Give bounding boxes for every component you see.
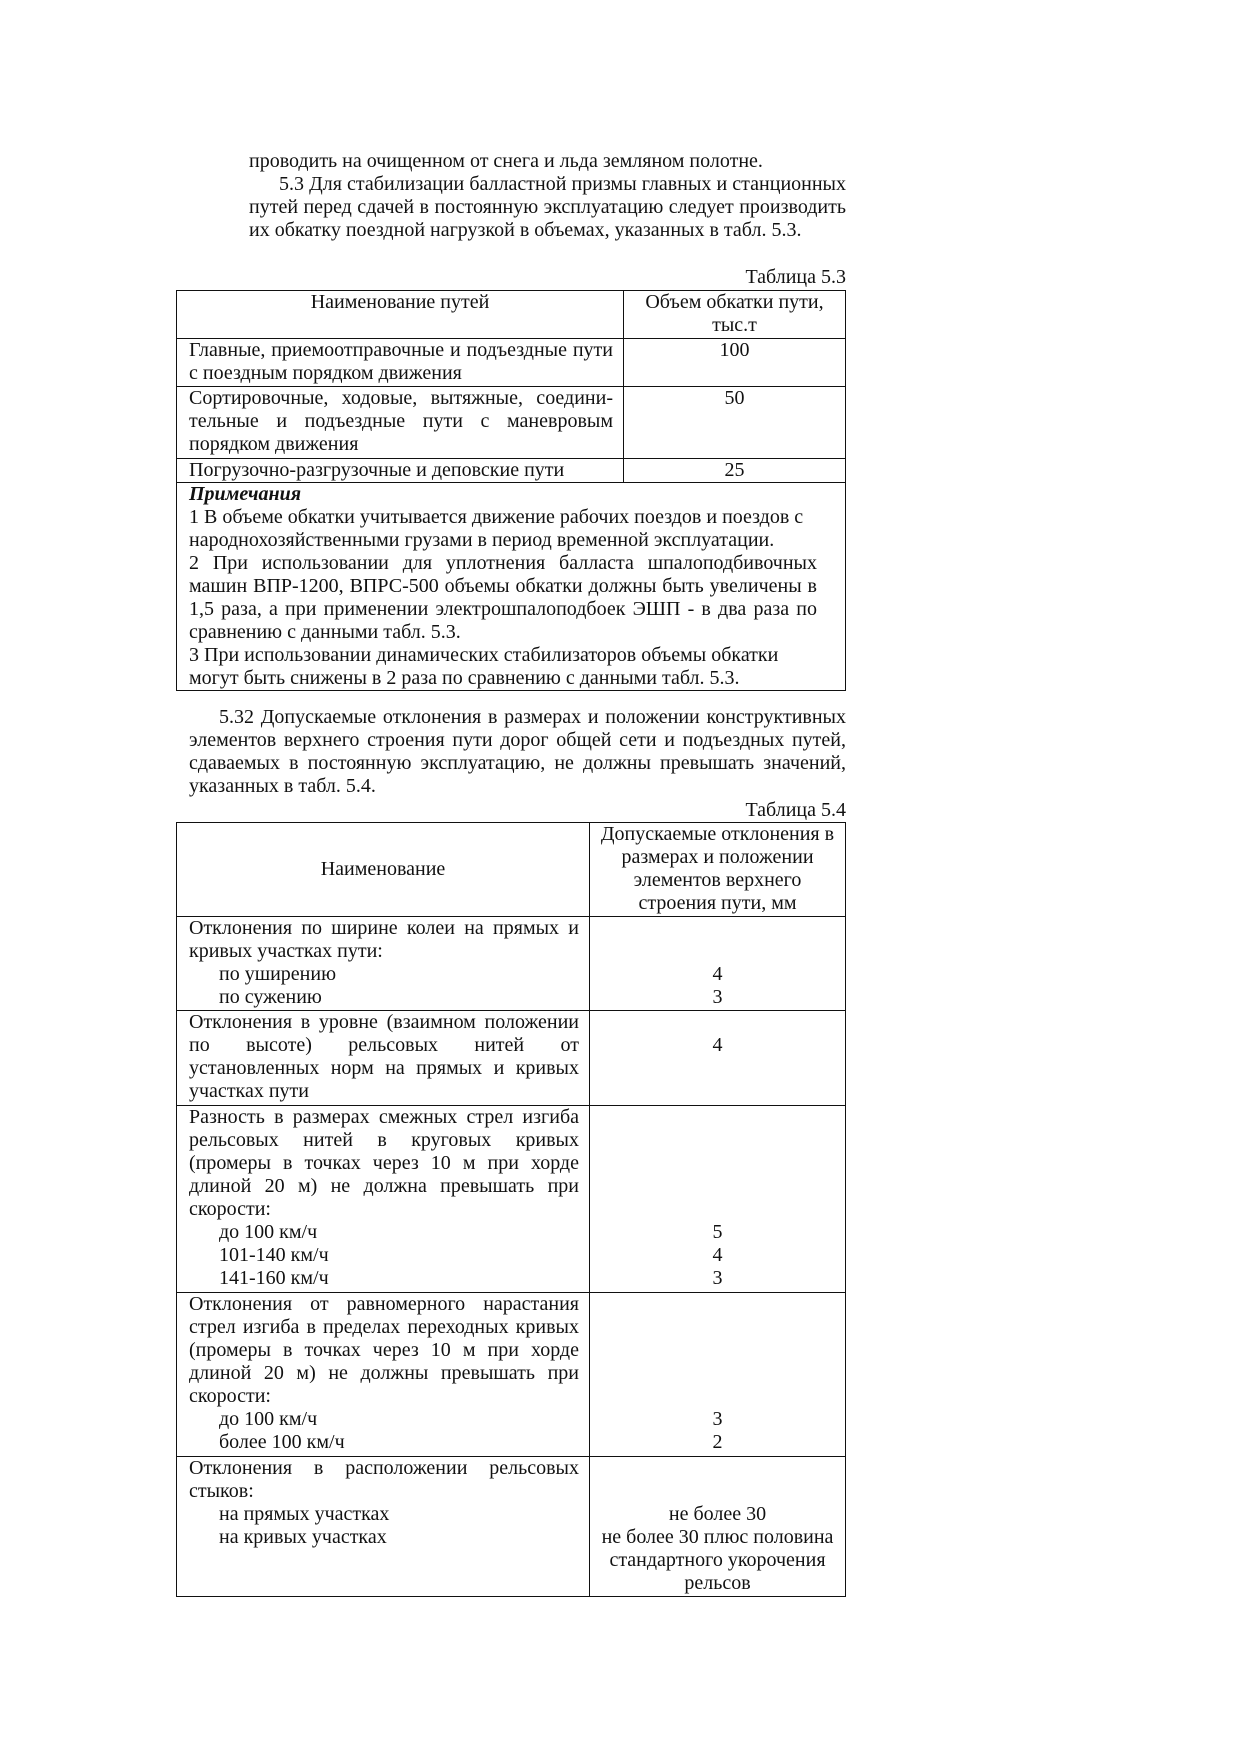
table-row [177,1457,846,1597]
row-value: 2 [712,1431,723,1453]
row-subitem: до 100 км/ч [219,1408,318,1430]
row-subitem: 141-160 км/ч [219,1267,329,1289]
table-row [177,459,846,483]
table-row [177,1106,846,1293]
header-cell: Допускаемые отклонения в размерах и положении элементов верхнего строения пути, мм [590,823,846,917]
row-subitem: 101-140 км/ч [219,1244,329,1266]
table-5-4-caption: Таблица 5.4 [745,799,846,821]
row-description: Отклонения в уровне (взаимном положении по высоте) рельсовых нитей от установленных норм на прямых и кривых участках пути [189,1011,579,1102]
row-subitem: более 100 км/ч [219,1431,345,1453]
row-subitem: до 100 км/ч [219,1221,318,1243]
row-value: 3 [712,986,723,1008]
notes-row [177,483,846,691]
table-5-3 [176,290,846,691]
table-row [177,917,846,1011]
row-description: Отклонения по ширине колеи на прямых и кривых участках пути: [189,917,579,962]
row-subitem: по сужению [219,986,322,1008]
row-value: 3 [712,1408,723,1430]
table-row [177,1293,846,1457]
row-subitem: на прямых участках [219,1503,390,1525]
header-cell: Наименование [177,823,590,917]
row-description: Отклонения в расположении рельсовых стыков: [189,1457,579,1502]
table-5-3-caption: Таблица 5.3 [745,266,846,288]
row-value: 4 [712,963,723,985]
header-cell: Объем обкатки пути, тыс.т [624,291,846,339]
table-header-row [177,823,846,917]
cell-name: Главные, приемоотправочные и подъездные пути с поездным порядком движения [177,339,624,387]
table-row [177,339,846,387]
cell-name: Погрузочно-разгрузочные и деповские пути [177,459,624,483]
row-description: Отклонения от равномерного нарастания стрел изгиба в пределах переходных кривых (промеры в точках через 10 м при хорде длиной 20 м) не должны превышать при скорости: [189,1293,579,1407]
cell-value: 50 [624,387,846,459]
row-subitem: по уширению [219,963,337,985]
row-value: 4 [712,1034,723,1056]
table-5-4 [176,822,846,1597]
row-subitem: на кривых участках [219,1526,387,1548]
cell-value: 25 [624,459,846,483]
cell-value: 100 [624,339,846,387]
row-value: 5 [712,1221,723,1243]
paragraph-5-32: 5.32 Допускаемые отклонения в размерах и положении конструктивных элементов верхнего строения пути дорог общей сети и подъездных путей, сдаваемых в постоянную эксплуатацию, не должны превышать значений, указанных в табл. 5.4. [189,706,846,797]
notes-title: Примечания [189,483,302,505]
table-header-row [177,291,846,339]
row-value: не более 30 плюс половина стандартного укорочения рельсов [601,1526,834,1594]
header-cell: Наименование путей [177,291,624,339]
table-row [177,1011,846,1106]
note-1: 1 В объеме обкатки учитывается движение рабочих поездов и поездов с народнохозяйственными грузами в период временной эксплуатации. [189,506,804,551]
row-value: не более 30 [668,1503,767,1525]
intro-line: проводить на очищенном от снега и льда земляном полотне. [249,150,763,172]
row-description: Разность в размерах смежных стрел изгиба рельсовых нитей в круговых кривых (промеры в точках через 10 м при хорде длиной 20 м) не должна превышать при скорости: [189,1106,579,1220]
table-row [177,387,846,459]
note-2: 2 При использовании для уплотнения балласта шпалоподбивочных машин ВПР-1200, ВПРС-500 объемы обкатки должны быть увеличены в 1,5 раза, а при применении электрошпалоподбоек ЭШП - в два раза по сравнению с данными табл. 5.3. [189,552,817,643]
row-value: 3 [712,1267,723,1289]
row-value: 4 [712,1244,723,1266]
note-3: 3 При использовании динамических стабилизаторов объемы обкатки могут быть снижены в 2 раза по сравнению с данными табл. 5.3. [189,644,779,689]
cell-name: Сортировочные, ходовые, вытяжные, соедини-тельные и подъездные пути с маневровым порядком движения [177,387,624,459]
paragraph-5-3: 5.3 Для стабилизации балластной призмы главных и станционных путей перед сдачей в постоянную эксплуатацию следует производить их обкатку поездной нагрузкой в объемах, указанных в табл. 5.3. [249,173,846,241]
